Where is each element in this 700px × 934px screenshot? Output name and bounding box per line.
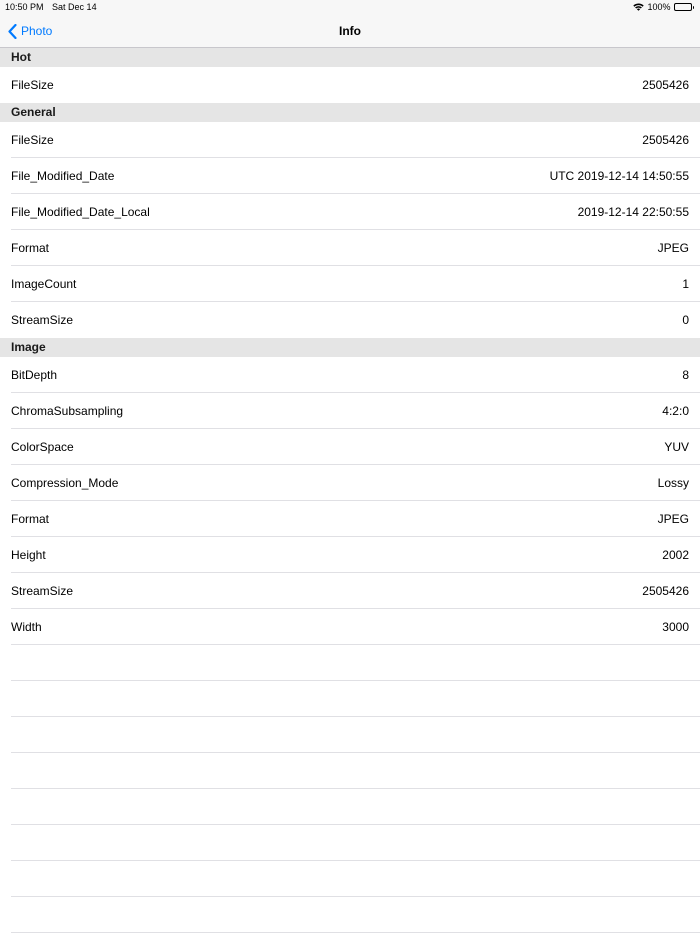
row-label: FileSize	[11, 78, 54, 92]
row-value: 2505426	[642, 584, 689, 598]
status-date: Sat Dec 14	[52, 2, 97, 12]
row-label: StreamSize	[11, 313, 74, 327]
empty-row	[0, 861, 700, 897]
empty-row	[0, 717, 700, 753]
table-row[interactable]	[0, 465, 700, 501]
row-label: Format	[11, 241, 50, 255]
row-value: 0	[682, 313, 689, 327]
table-row[interactable]	[0, 357, 700, 393]
table-row[interactable]	[0, 573, 700, 609]
empty-row	[0, 753, 700, 789]
battery-percent: 100%	[647, 2, 671, 12]
row-label: ImageCount	[11, 277, 77, 291]
row-value: Lossy	[657, 476, 689, 490]
row-label: Format	[11, 512, 50, 526]
table-row[interactable]	[0, 501, 700, 537]
row-value: JPEG	[657, 241, 689, 255]
row-value: 4:2:0	[662, 404, 689, 418]
section-header-hot: Hot	[0, 48, 700, 67]
table-row[interactable]	[0, 67, 700, 103]
row-label: StreamSize	[11, 584, 74, 598]
status-left	[5, 0, 97, 14]
battery-icon	[674, 3, 695, 11]
status-time: 10:50 PM	[5, 2, 44, 12]
table-row[interactable]	[0, 266, 700, 302]
empty-row	[0, 789, 700, 825]
empty-row	[0, 897, 700, 933]
table-row[interactable]	[0, 230, 700, 266]
table-row[interactable]	[0, 122, 700, 158]
navigation-bar	[0, 14, 700, 48]
table-row[interactable]	[0, 158, 700, 194]
row-label: Width	[11, 620, 42, 634]
table-row[interactable]	[0, 393, 700, 429]
empty-row	[0, 645, 700, 681]
section-header-general: General	[0, 103, 700, 122]
empty-row	[0, 681, 700, 717]
back-button-label: Photo	[21, 24, 53, 38]
table-row[interactable]	[0, 609, 700, 645]
row-value: 3000	[662, 620, 689, 634]
row-label: Compression_Mode	[11, 476, 119, 490]
row-label: File_Modified_Date	[11, 169, 115, 183]
row-value: 2505426	[642, 78, 689, 92]
status-bar	[0, 0, 700, 14]
info-table	[0, 48, 700, 933]
table-row[interactable]	[0, 429, 700, 465]
row-value: JPEG	[657, 512, 689, 526]
table-row[interactable]	[0, 537, 700, 573]
row-label: FileSize	[11, 133, 54, 147]
page-title: Info	[339, 24, 361, 38]
empty-row	[0, 825, 700, 861]
row-value: 1	[682, 277, 689, 291]
row-value: YUV	[664, 440, 689, 454]
row-value: 2019-12-14 22:50:55	[577, 205, 689, 219]
row-label: File_Modified_Date_Local	[11, 205, 150, 219]
table-row[interactable]	[0, 302, 700, 338]
section-header-image: Image	[0, 338, 700, 357]
table-row[interactable]	[0, 194, 700, 230]
row-label: BitDepth	[11, 368, 58, 382]
row-label: Height	[11, 548, 46, 562]
row-value: 2002	[662, 548, 689, 562]
row-value: UTC 2019-12-14 14:50:55	[549, 169, 689, 183]
row-label: ColorSpace	[11, 440, 74, 454]
status-right	[633, 0, 694, 14]
row-value: 8	[682, 368, 689, 382]
row-value: 2505426	[642, 133, 689, 147]
row-label: ChromaSubsampling	[11, 404, 124, 418]
wifi-icon	[633, 3, 644, 11]
